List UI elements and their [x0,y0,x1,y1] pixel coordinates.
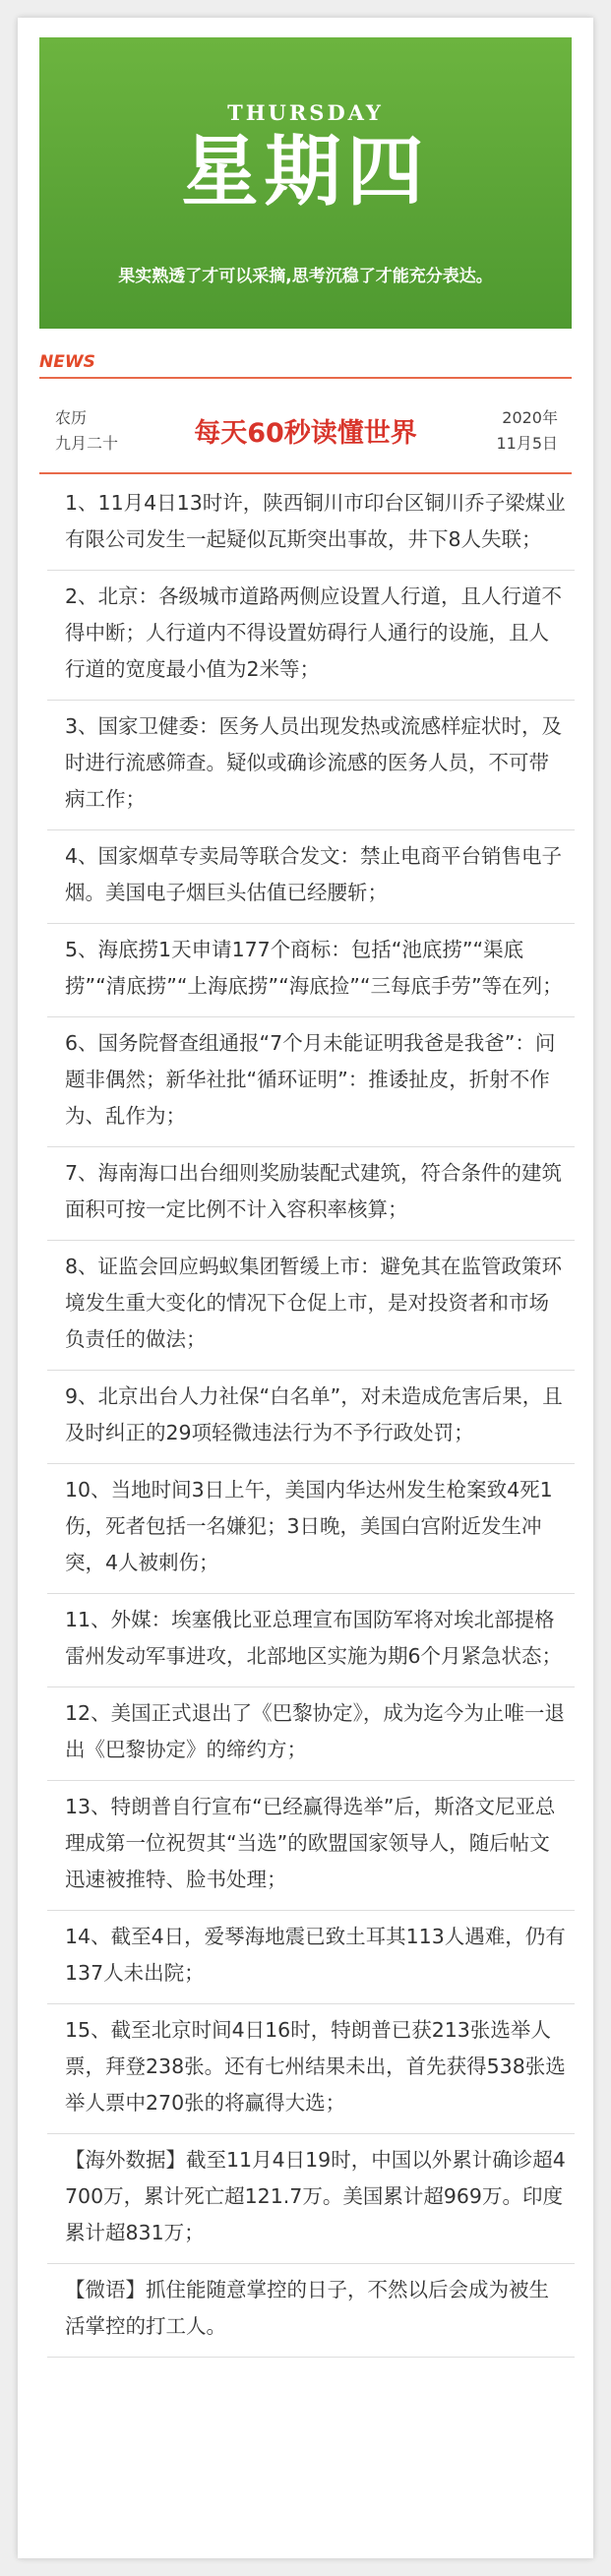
news-card [18,18,593,2558]
news-item: 2、北京：各级城市道路两侧应设置人行道，且人行道不得中断；人行道内不得设置妨碍行人通行的设施，且人行道的宽度最小值为2米等； [47,579,575,701]
news-item: 6、国务院督查组通报“7个月未能证明我爸是我爸”：问题非偶然；新华社批“循环证明”：推诿扯皮，折射不作为、乱作为； [47,1025,575,1147]
date-year: 2020年 [502,408,558,427]
weekday-chinese: 星期四 [181,127,430,216]
news-item: 3、国家卫健委：医务人员出现发热或流感样症状时，及时进行流感筛查。疑似或确诊流感的医务人员，不可带病工作； [47,708,575,830]
news-item: 8、证监会回应蚂蚁集团暂缓上市：避免其在监管政策环境发生重大变化的情况下仓促上市，是对投资者和市场负责任的做法； [47,1249,575,1371]
page-title: 每天60秒读懂世界 [194,418,417,449]
gregorian-date [469,405,558,457]
news-item: 9、北京出台人力社保“白名单”，对未造成危害后果，且及时纠正的29项轻微违法行为不予行政处罚； [47,1379,575,1464]
news-list [47,485,575,2365]
weekday-english: THURSDAY [227,100,384,125]
news-item: 12、美国正式退出了《巴黎协定》，成为迄今为止唯一退出《巴黎协定》的缔约方； [47,1695,575,1781]
day-banner [39,37,572,329]
lunar-label: 农历 [55,408,88,427]
daily-quote-item: 【微语】抓住能随意掌控的日子，不然以后会成为被生活掌控的打工人。 [47,2272,575,2358]
news-item: 5、海底捞1天申请177个商标：包括“池底捞”“渠底捞”“清底捞”“上海底捞”“海底捡”“三每底手劳”等在列； [47,932,575,1017]
dateline [39,394,572,474]
news-item: 13、特朗普自行宣布“已经赢得选举”后，斯洛文尼亚总理成第一位祝贺其“当选”的欧盟国家领导人，随后帖文迅速被推特、脸书处理； [47,1789,575,1911]
news-item: 7、海南海口出台细则奖励装配式建筑，符合条件的建筑面积可按一定比例不计入容积率核算； [47,1155,575,1241]
news-item: 10、当地时间3日上午，美国内华达州发生枪案致4死1伤，死者包括一名嫌犯；3日晚，美国白宫附近发生冲突，4人被刺伤； [47,1472,575,1594]
news-tag: NEWS [39,352,572,379]
overseas-data-item: 【海外数据】截至11月4日19时，中国以外累计确诊超4700万，累计死亡超121.7万。美国累计超969万。印度累计超831万； [47,2142,575,2264]
daily-motto: 果实熟透了才可以采摘,思考沉稳了才能充分表达。 [118,267,493,286]
news-item: 1、11月4日13时许，陕西铜川市印台区铜川乔子梁煤业有限公司发生一起疑似瓦斯突出事故，井下8人失联； [47,485,575,571]
news-item: 15、截至北京时间4日16时，特朗普已获213张选举人票，拜登238张。还有七州结果未出，首先获得538张选举人票中270张的将赢得大选； [47,2012,575,2134]
news-item: 14、截至4日，爱琴海地震已致土耳其113人遇难，仍有137人未出院； [47,1919,575,2004]
news-item: 11、外媒：埃塞俄比亚总理宣布国防军将对埃北部提格雷州发动军事进攻，北部地区实施为期6个月紧急状态； [47,1602,575,1687]
lunar-day: 九月二十 [55,434,119,453]
date-month-day: 11月5日 [496,434,558,453]
news-item: 4、国家烟草专卖局等联合发文：禁止电商平台销售电子烟。美国电子烟巨头估值已经腰斩； [47,838,575,924]
